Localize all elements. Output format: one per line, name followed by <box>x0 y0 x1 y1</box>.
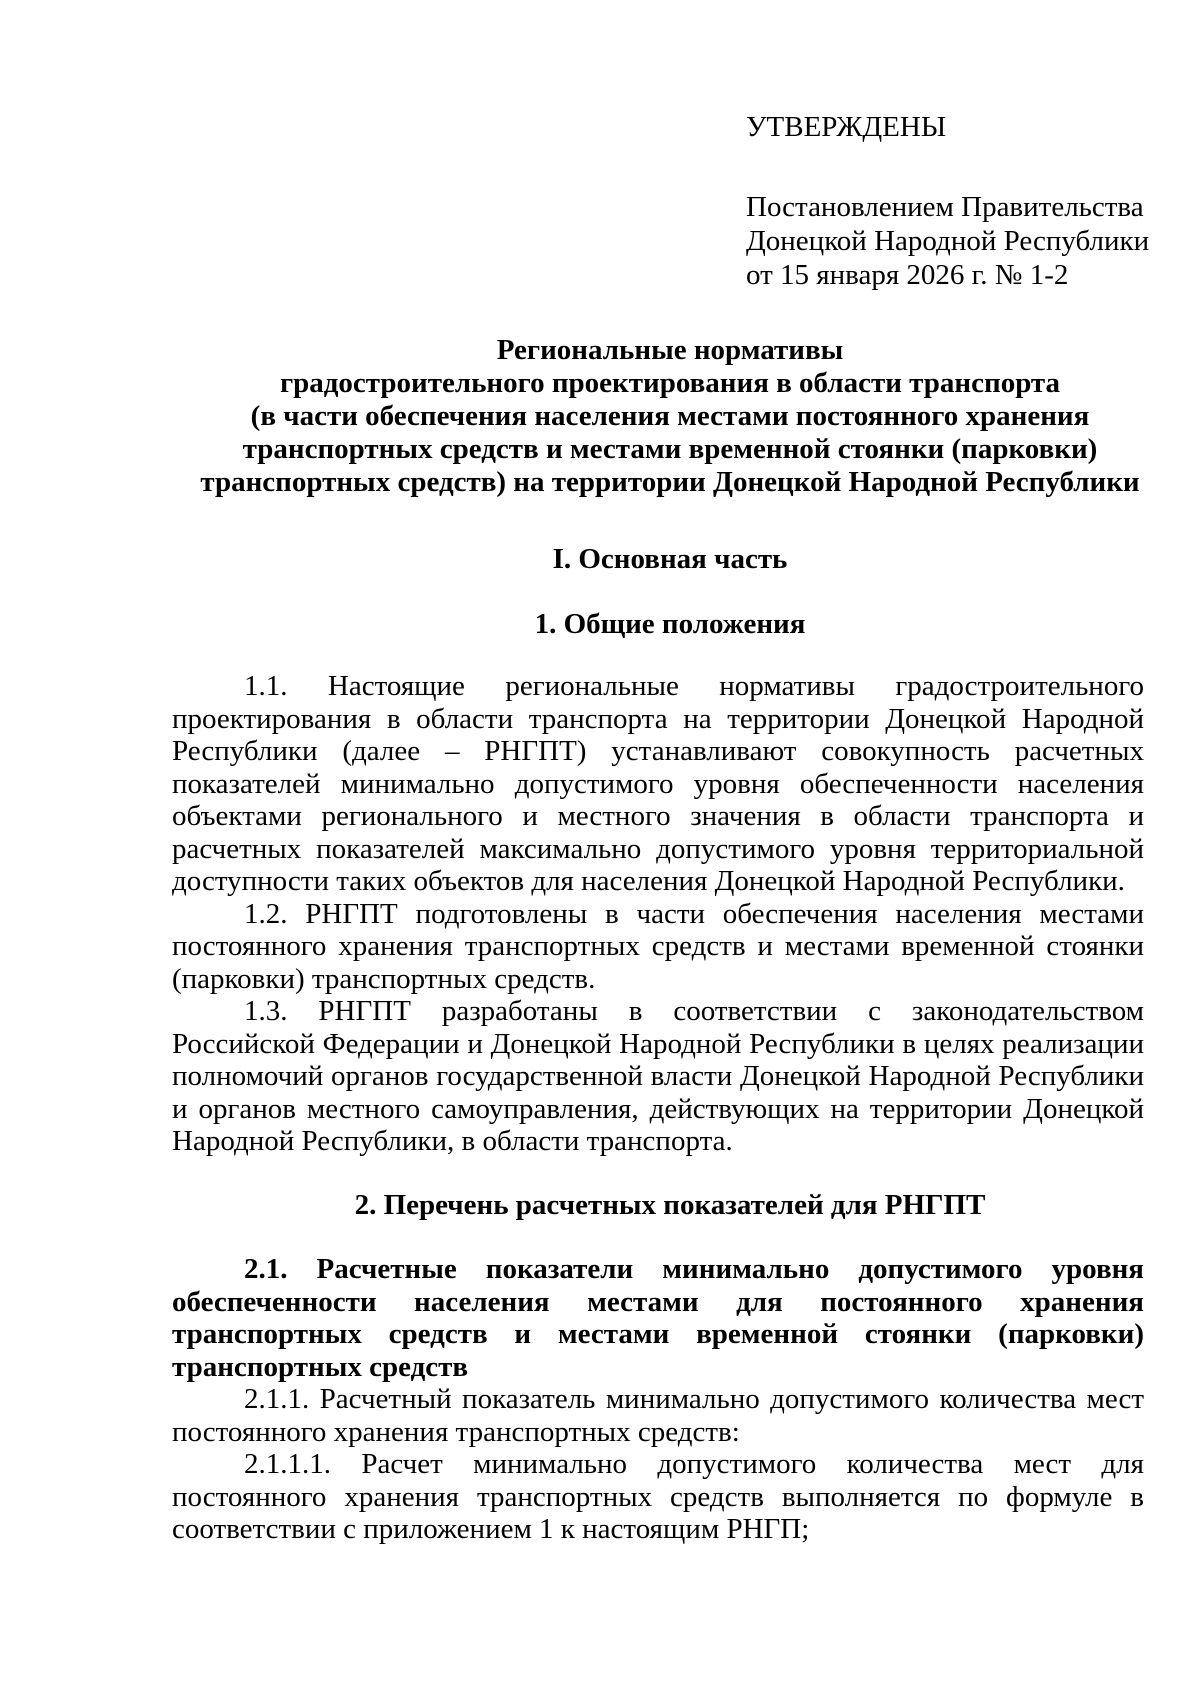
paragraph-1-3: 1.3. РНГПТ разработаны в соответствии с законодательством Российской Федерации и Донецкой Народной Республики в целях реализации полномочий органов государственной власти Донецкой Народной Республики и органов местного самоуправления, действующих на территории Донецкой Народной Республики, в области транспорта. <box>172 995 1144 1157</box>
approval-line-1: Постановлением Правительства <box>746 191 1144 223</box>
approval-stamp-title: УТВЕРЖДЕНЫ <box>746 111 947 143</box>
title-line-1: Региональные нормативы <box>496 334 844 366</box>
part-heading: I. Основная часть <box>552 543 788 575</box>
section-2-body <box>172 1253 1144 1546</box>
title-line-4: транспортных средств и местами временной стоянки (парковки) <box>242 433 1098 465</box>
paragraph-1-1: 1.1. Настоящие региональные нормативы градостроительного проектирования в области транспорта на территории Донецкой Народной Республики (далее – РНГПТ) устанавливают совокупность расчетных показателей минимально допустимого уровня обеспеченности населения объектами регионального и местного значения в области транспорта и расчетных показателей максимально допустимого уровня территориальной доступности таких объектов для населения Донецкой Народной Республики. <box>172 670 1144 897</box>
approval-line-3: от 15 января 2026 г. № 1-2 <box>746 259 1069 291</box>
paragraph-2-1: 2.1. Расчетные показатели минимально допустимого уровня обеспеченности населения местами для постоянного хранения транспортных средств и местами временной стоянки (парковки) транспортных средств <box>172 1253 1144 1383</box>
paragraph-2-1-1: 2.1.1. Расчетный показатель минимально допустимого количества мест постоянного хранения транспортных средств: <box>172 1383 1144 1448</box>
section-1-heading: 1. Общие положения <box>534 608 806 640</box>
title-line-3: (в части обеспечения населения местами постоянного хранения <box>250 400 1090 432</box>
paragraph-2-1-1-1: 2.1.1.1. Расчет минимально допустимого количества мест для постоянного хранения транспортных средств выполняется по формуле в соответствии с приложением 1 к настоящим РНГП; <box>172 1448 1144 1545</box>
approval-line-2: Донецкой Народной Республики <box>746 225 1150 257</box>
paragraph-1-2: 1.2. РНГПТ подготовлены в части обеспечения населения местами постоянного хранения транспортных средств и местами временной стоянки (парковки) транспортных средств. <box>172 897 1144 995</box>
title-line-2: градостроительного проектирования в области транспорта <box>279 367 1061 399</box>
document-title <box>150 334 1190 499</box>
approval-stamp-block <box>746 110 1166 292</box>
section-1-body <box>172 670 1144 1158</box>
section-2-heading: 2. Перечень расчетных показателей для РНГПТ <box>354 1189 986 1221</box>
title-line-5: транспортных средств) на территории Донецкой Народной Республики <box>200 466 1140 498</box>
